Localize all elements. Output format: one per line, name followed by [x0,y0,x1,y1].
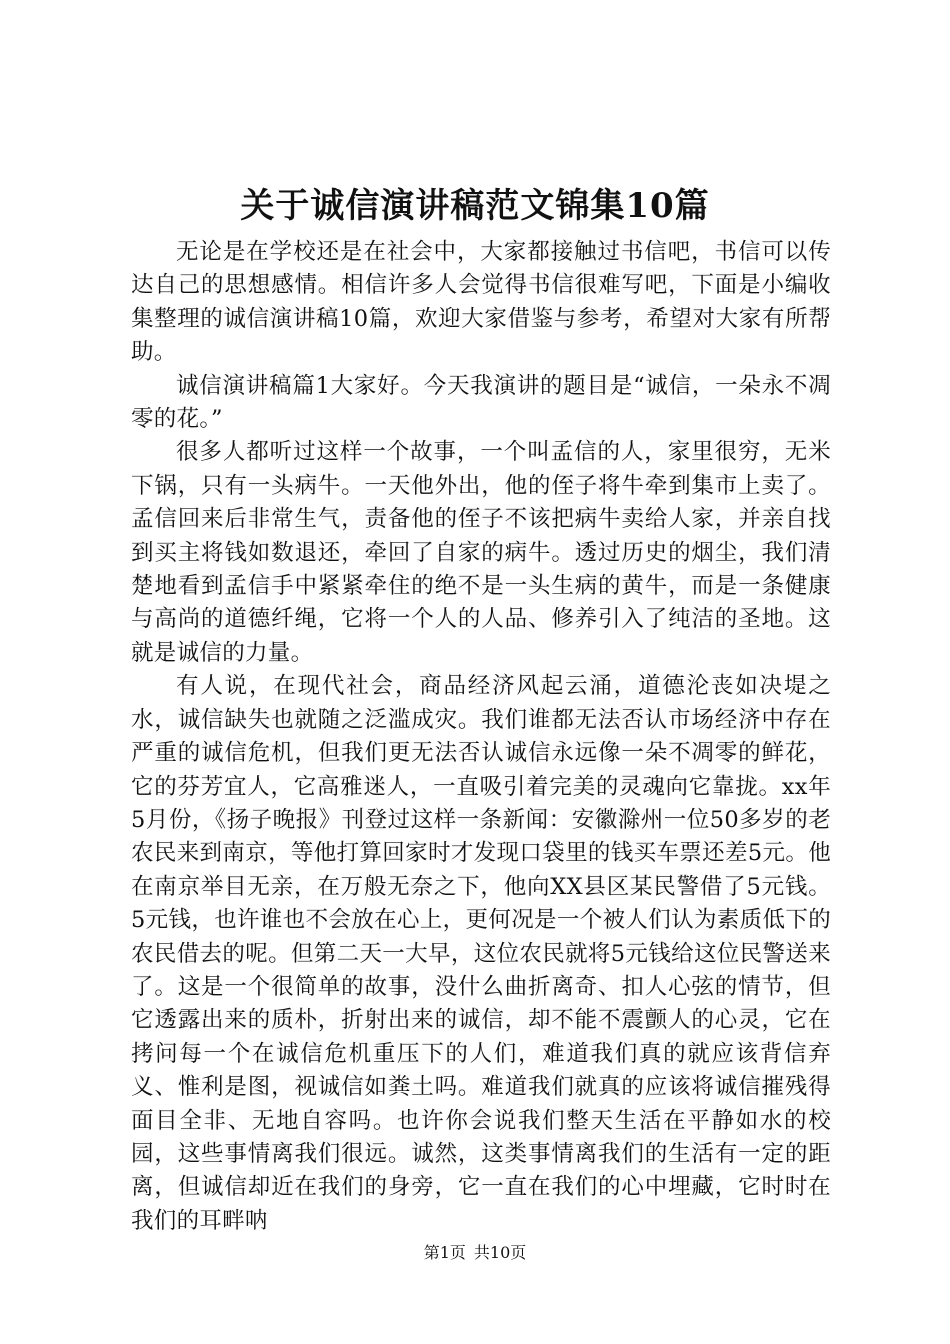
paragraph-mengxin-story: 很多人都听过这样一个故事，一个叫孟信的人，家里很穷，无米下锅，只有一头病牛。一天他外出，他的侄子将牛牵到集市上卖了。孟信回来后非常生气，责备他的侄子不该把病牛卖给人家，并亲自找到买主将钱如数退还，牵回了自家的病牛。透过历史的烟尘，我们清楚地看到孟信手中紧紧牵住的绝不是一头生病的黄牛，而是一条健康与高尚的道德纤绳，它将一个人的人品、修养引入了纯洁的圣地。这就是诚信的力量。 [131,439,831,666]
page-number: 第1页 [423,1243,466,1262]
paragraph-intro: 无论是在学校还是在社会中，大家都接触过书信吧，书信可以传达自己的思想感情。相信许多人会觉得书信很难写吧，下面是小编收集整理的诚信演讲稿10篇，欢迎大家借鉴与参考，希望对大家有所帮助。 [131,239,831,366]
page-footer [0,1242,950,1264]
page-total: 共10页 [473,1243,527,1262]
paragraph-modern-society: 有人说，在现代社会，商品经济风起云涌，道德沦丧如决堤之水，诚信缺失也就随之泛滥成灾。我们谁都无法否认市场经济中存在严重的诚信危机，但我们更无法否认诚信永远像一朵不凋零的鲜花，它的芬芳宜人，它高雅迷人，一直吸引着完美的灵魂向它靠拢。xx年5月份，《扬子晚报》刊登过这样一条新闻：安徽滁州一位50多岁的老农民来到南京，等他打算回家时才发现口袋里的钱买车票还差5元。他在南京举目无亲，在万般无奈之下，他向XX县区某民警借了5元钱。5元钱，也许谁也不会放在心上，更何况是一个被人们认为素质低下的农民借去的呢。但第二天一大早，这位农民就将5元钱给这位民警送来了。这是一个很简单的故事，没什么曲折离奇、扣人心弦的情节，但它透露出来的质朴，折射出来的诚信，却不能不震颤人的心灵，它在拷问每一个在诚信危机重压下的人们，难道我们真的就应该背信弃义、惟利是图，视诚信如粪土吗。难道我们就真的应该将诚信摧残得面目全非、无地自容吗。也许你会说我们整天生活在平静如水的校园，这些事情离我们很远。诚然，这类事情离我们的生活有一定的距离，但诚信却近在我们的身旁，它一直在我们的心中埋藏，它时时在我们的耳畔呐 [131,673,831,1234]
document-title: 关于诚信演讲稿范文锦集10篇 [240,186,710,226]
paragraph-speech-opening: 诚信演讲稿篇1大家好。今天我演讲的题目是“诚信，一朵永不凋零的花。” [131,372,831,433]
document-body [131,236,831,1238]
